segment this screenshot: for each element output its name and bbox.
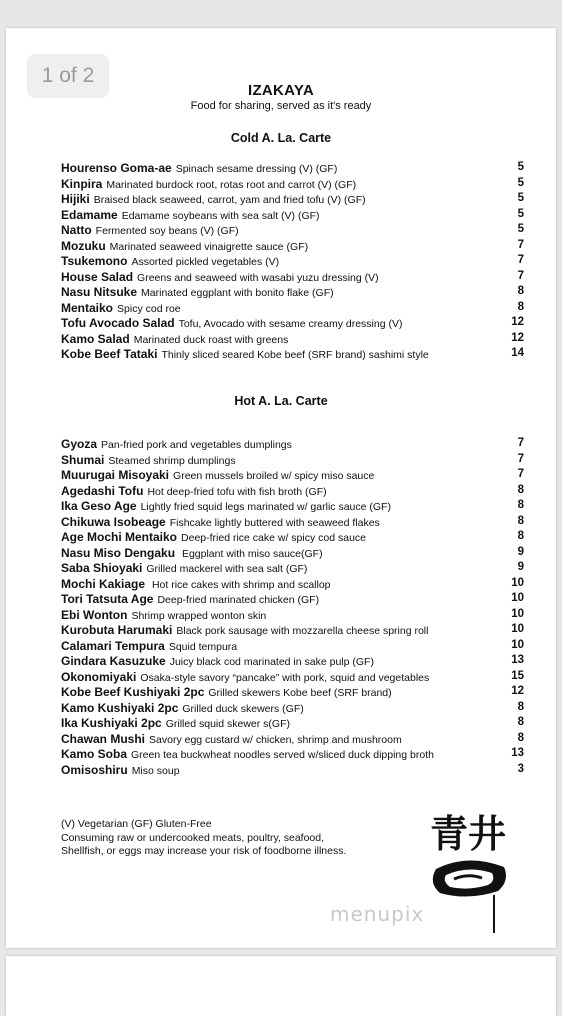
- menu-item-name: Kinpira: [61, 176, 103, 191]
- menu-item-description: Marinated eggplant with bonito flake (GF): [141, 287, 334, 299]
- menu-item-name: Gindara Kasuzuke: [61, 654, 166, 668]
- menu-item: [61, 576, 524, 592]
- menu-item-description: Fishcake lightly buttered with seaweed flakes: [169, 516, 380, 529]
- menu-item: [61, 238, 524, 254]
- menu-item: [61, 715, 524, 731]
- menu-item-price: 10: [511, 592, 524, 604]
- diet-legend: (V) Vegetarian (GF) Gluten-Free: [61, 818, 212, 830]
- menu-item-description: Hot rice cakes with shrimp and scallop: [149, 578, 331, 591]
- menu-item: [61, 483, 524, 499]
- menu-item: [61, 669, 524, 685]
- page-title: IZAKAYA: [247, 82, 314, 99]
- menu-item: [61, 607, 524, 623]
- menu-item-name: Mentaiko: [61, 300, 114, 315]
- menu-item-description: Pan-fried pork and vegetables dumplings: [101, 439, 292, 451]
- menu-item-price: 8: [517, 300, 524, 313]
- menu-item: [61, 731, 524, 747]
- menu-item-name: Kobe Beef Tataki: [61, 347, 158, 361]
- menu-item-price: 9: [517, 545, 524, 558]
- menu-item: [61, 284, 524, 300]
- menu-item-description: Tofu, Avocado with sesame creamy dressing (V): [178, 318, 403, 330]
- menu-item-description: Braised black seaweed, carrot, yam and fried tofu (V) (GF): [93, 194, 366, 206]
- menu-item-description: Juicy black cod marinated in sake pulp (GF): [169, 656, 374, 668]
- menu-item-name: Muurugai Misoyaki: [61, 468, 170, 482]
- menu-item: [61, 638, 524, 654]
- menu-item: [61, 253, 524, 269]
- menu-item-price: 8: [517, 483, 524, 496]
- menu-item-name: Tori Tatsuta Age: [61, 592, 154, 606]
- menu-item-description: Assorted pickled vegetables (V): [131, 256, 280, 268]
- menu-item: [61, 207, 524, 223]
- menu-item: [61, 160, 524, 176]
- menu-item: [61, 176, 524, 192]
- menu-item-name: House Salad: [61, 269, 134, 284]
- food-warning-line-2: Shellfish, or eggs may increase your risk of foodborne illness.: [61, 845, 347, 857]
- menu-item-price: 8: [517, 716, 524, 728]
- hot-menu-list: [61, 436, 524, 777]
- menu-item: [61, 746, 524, 762]
- menu-item-description: Green mussels broiled w/ spicy miso sauce: [173, 470, 375, 482]
- menu-item: [61, 452, 524, 468]
- menu-item-name: Calamari Tempura: [61, 638, 165, 653]
- menu-item-description: Deep-fried rice cake w/ spicy cod sauce: [181, 532, 367, 544]
- menu-item-price: 8: [517, 530, 524, 542]
- menu-item-price: 8: [517, 731, 524, 744]
- menu-item: [61, 622, 524, 638]
- menu-item-description: Marinated seaweed vinaigrette sauce (GF): [109, 240, 309, 253]
- menu-item-price: 5: [517, 192, 524, 204]
- menu-item-price: 10: [511, 623, 524, 635]
- menu-item: [61, 467, 524, 483]
- menu-item-price: 10: [511, 607, 524, 620]
- menu-item-price: 5: [517, 207, 524, 220]
- menu-item-name: Saba Shioyaki: [61, 561, 143, 575]
- menu-item: [61, 498, 524, 514]
- food-warning-line-1: Consuming raw or undercooked meats, poultry, seafood,: [61, 831, 325, 844]
- menu-item-description: Grilled squid skewer s(GF): [165, 718, 290, 730]
- menu-item-name: Shumai: [61, 452, 105, 467]
- menu-item: [61, 315, 524, 331]
- menu-item-price: 7: [517, 238, 524, 251]
- menu-item-name: Ebi Wonton: [61, 607, 128, 622]
- menu-item-description: Osaka-style savory “pancake” with pork, squid and vegetables: [140, 671, 430, 684]
- menu-item-description: Deep-fried marinated chicken (GF): [157, 594, 320, 606]
- menu-item-description: Miso soup: [131, 764, 180, 777]
- calligraphy-logo-icon: [418, 795, 518, 935]
- menu-item: [61, 300, 524, 316]
- logo-calligraphy-text: 青井: [429, 812, 507, 856]
- menu-item-price: 7: [517, 468, 524, 480]
- menu-item: [61, 653, 524, 669]
- menu-item: [61, 191, 524, 207]
- menu-item-description: Squid tempura: [168, 640, 238, 653]
- menu-item: [61, 514, 524, 530]
- menu-item-price: 5: [517, 161, 524, 173]
- menu-item-name: Age Mochi Mentaiko: [61, 530, 178, 544]
- menu-item: [61, 591, 524, 607]
- menu-item-price: 15: [511, 669, 524, 682]
- menu-item-price: 9: [517, 561, 524, 573]
- menu-item-description: Edamame soybeans with sea salt (V) (GF): [121, 209, 320, 222]
- menu-page-2: [6, 956, 556, 1016]
- menu-item-description: Eggplant with miso sauce(GF): [179, 547, 323, 560]
- menu-item-price: 7: [517, 437, 524, 449]
- page-subtitle: Food for sharing, served as it's ready: [190, 100, 372, 112]
- page-indicator: 1 of 2: [27, 54, 109, 98]
- menu-item-price: 5: [517, 176, 524, 189]
- menu-item-name: Nasu Miso Dengaku: [61, 545, 176, 560]
- menu-item-description: Hot deep-fried tofu with fish broth (GF): [147, 485, 327, 498]
- menu-item-description: Steamed shrimp dumplings: [108, 454, 236, 467]
- menu-item-name: Chawan Mushi: [61, 731, 146, 746]
- menu-item: [61, 529, 524, 545]
- menu-item-name: Nasu Nitsuke: [61, 285, 138, 299]
- menu-item-price: 7: [517, 452, 524, 465]
- menu-item-description: Green tea buckwheat noodles served w/sliced duck dipping broth: [131, 749, 434, 761]
- menu-item-name: Mozuku: [61, 238, 106, 253]
- menu-item-description: Savory egg custard w/ chicken, shrimp and mushroom: [149, 733, 402, 746]
- menu-item-name: Kamo Soba: [61, 747, 128, 761]
- menu-item-description: Fermented soy beans (V) (GF): [95, 225, 239, 237]
- menu-item-name: Gyoza: [61, 437, 98, 451]
- menu-item-name: Hijiki: [61, 192, 90, 206]
- menu-item: [61, 269, 524, 285]
- menu-item-name: Ika Geso Age: [61, 499, 137, 513]
- menu-item-name: Chikuwa Isobeage: [61, 514, 166, 529]
- menu-item-price: 13: [511, 654, 524, 666]
- menu-item-price: 8: [517, 700, 524, 713]
- cold-menu-list: [61, 160, 524, 362]
- menu-item-price: 10: [511, 638, 524, 651]
- menu-item-description: Black pork sausage with mozzarella cheese spring roll: [176, 625, 429, 637]
- menu-item: [61, 436, 524, 452]
- menu-item-name: Edamame: [61, 207, 118, 222]
- menu-item-description: Grilled mackerel with sea salt (GF): [146, 563, 308, 575]
- menu-item-name: Tsukemono: [61, 254, 128, 268]
- menu-item-name: Agedashi Tofu: [61, 483, 144, 498]
- watermark: menupix: [330, 902, 425, 926]
- menu-item-description: Marinated duck roast with greens: [133, 333, 289, 346]
- menu-item-price: 8: [517, 514, 524, 527]
- menu-item-name: Kurobuta Harumaki: [61, 623, 173, 637]
- hot-section-title: Hot A. La. Carte: [234, 394, 328, 408]
- menu-notes: [61, 818, 346, 859]
- menu-item-name: Kobe Beef Kushiyaki 2pc: [61, 685, 205, 699]
- menu-item-description: Shrimp wrapped wonton skin: [131, 609, 267, 622]
- menu-item-description: Spicy cod roe: [117, 302, 181, 315]
- menu-item-name: Omisoshiru: [61, 762, 128, 777]
- menu-item-name: Kamo Kushiyaki 2pc: [61, 700, 179, 715]
- menu-item: [61, 331, 524, 347]
- menu-item-description: Grilled skewers Kobe beef (SRF brand): [208, 687, 392, 699]
- menu-item-price: 14: [511, 347, 524, 359]
- menu-item: [61, 762, 524, 778]
- menu-item-price: 5: [517, 223, 524, 235]
- menu-item: [61, 346, 524, 362]
- menu-item-price: 12: [511, 685, 524, 697]
- menu-item: [61, 222, 524, 238]
- menu-item-name: Tofu Avocado Salad: [61, 316, 175, 330]
- menu-item-name: Ika Kushiyaki 2pc: [61, 716, 162, 730]
- menu-item-name: Natto: [61, 223, 92, 237]
- menu-item-price: 12: [511, 331, 524, 344]
- menu-item-name: Kamo Salad: [61, 331, 130, 346]
- menu-item-description: Spinach sesame dressing (V) (GF): [175, 163, 338, 175]
- menu-item-price: 12: [511, 316, 524, 328]
- menu-item-price: 8: [517, 285, 524, 297]
- menu-item-price: 8: [517, 499, 524, 511]
- cold-section-title: Cold A. La. Carte: [230, 131, 332, 145]
- menu-item-price: 13: [511, 747, 524, 759]
- menu-item-description: Lightly fried squid legs marinated w/ garlic sauce (GF): [140, 501, 391, 513]
- menu-item-price: 10: [511, 576, 524, 589]
- menu-item: [61, 545, 524, 561]
- menu-item-name: Okonomiyaki: [61, 669, 137, 684]
- menu-item-description: Marinated burdock root, rotas root and carrot (V) (GF): [106, 178, 357, 191]
- menu-item: [61, 700, 524, 716]
- menu-item-name: Hourenso Goma-ae: [61, 161, 172, 175]
- menu-item: [61, 684, 524, 700]
- menu-item-price: 3: [517, 762, 524, 775]
- menu-item-name: Mochi Kakiage: [61, 576, 146, 591]
- menu-item: [61, 560, 524, 576]
- menu-item-description: Greens and seaweed with wasabi yuzu dressing (V): [137, 271, 379, 284]
- menu-item-description: Thinly sliced seared Kobe beef (SRF brand) sashimi style: [161, 349, 429, 361]
- menu-item-description: Grilled duck skewers (GF): [182, 702, 304, 715]
- menu-item-price: 7: [517, 269, 524, 282]
- menu-item-price: 7: [517, 254, 524, 266]
